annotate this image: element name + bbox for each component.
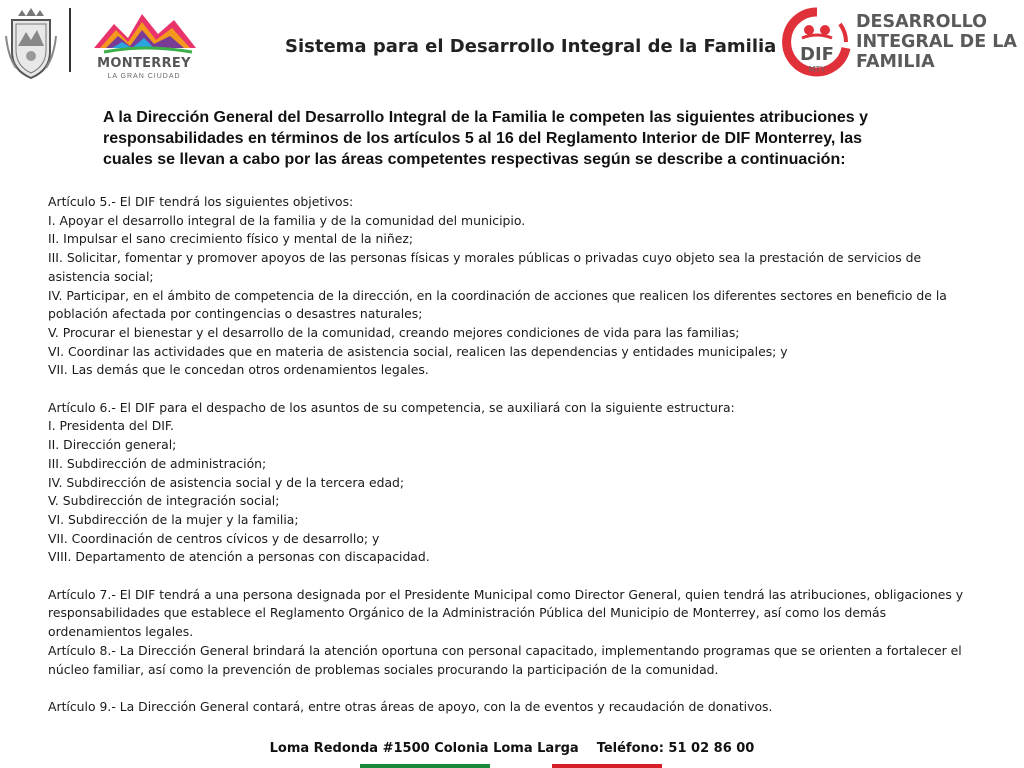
article-line: I. Apoyar el desarrollo integral de la familia y de la comunidad del municipio. [48, 212, 526, 228]
monterrey-logo-name: MONTERREY [97, 56, 191, 71]
paragraph-gap [48, 567, 998, 586]
article-line: IV. Subdirección de asistencia social y de la tercera edad; [48, 474, 405, 490]
article-line: Artículo 8.- La Dirección General brindará la atención oportuna con personal capacitado, implementando programas que se orienten a fortalecer el [48, 642, 962, 658]
dif-wordmark-line: INTEGRAL DE LA [856, 32, 1017, 52]
article-line: VII. Coordinación de centros cívicos y de desarrollo; y [48, 530, 380, 546]
article-line: IV. Participar, en el ámbito de competencia de la dirección, en la coordinación de acciones que realicen los diferentes sectores en beneficio de la [48, 287, 947, 303]
logo-divider [69, 8, 71, 72]
article-line: VIII. Departamento de atención a personas con discapacidad. [48, 549, 430, 565]
page-title: Sistema para el Desarrollo Integral de la Familia [285, 36, 777, 57]
article-line: II. Impulsar el sano crecimiento físico y mental de la niñez; [48, 231, 413, 247]
article-line: Artículo 5.- El DIF tendrá los siguientes objetivos: [48, 194, 354, 209]
article-line: VII. Las demás que le concedan otros ordenamientos legales. [48, 362, 429, 378]
page-footer [0, 741, 1024, 756]
footer-phone: Teléfono: 51 02 86 00 [596, 741, 755, 756]
articles-body [48, 193, 998, 717]
dif-wordmark-line: FAMILIA [856, 52, 935, 72]
article-line: núcleo familiar, así como la prevención de problemas sociales procurando la participación de la comunidad. [48, 661, 719, 677]
dif-wordmark-line: DESARROLLO [856, 12, 988, 32]
article-line: ordenamientos legales. [48, 624, 194, 640]
dif-logo-badge: DIF [800, 44, 834, 65]
article-line: VI. Coordinar las actividades que en materia de asistencia social, realicen las dependencias y entidades municipales; y [48, 343, 788, 359]
article-line: V. Procurar el bienestar y el desarrollo de la comunidad, creando mejores condiciones de vida para las familias; [48, 324, 740, 340]
monterrey-logo-tagline: LA GRAN CIUDAD [107, 73, 181, 80]
article-7-8 [48, 586, 998, 680]
article-9 [48, 698, 998, 717]
article-line: II. Dirección general; [48, 437, 177, 453]
dif-logo [782, 6, 852, 82]
paragraph-gap [48, 380, 998, 399]
intro-line: A la Dirección General del Desarrollo Integral de la Familia le competen las siguientes atribuciones y [103, 109, 868, 126]
dif-logo-wordmark [856, 12, 1017, 72]
article-line: responsabilidades que establece el Reglamento Orgánico de la Administración Pública del Municipio de Monterrey, así como los demás [48, 605, 887, 621]
article-line: VI. Subdirección de la mujer y la familia; [48, 511, 299, 527]
article-line: Artículo 9.- La Dirección General contará, entre otras áreas de apoyo, con la de eventos y recaudación de donativos. [48, 698, 773, 714]
article-line: I. Presidenta del DIF. [48, 418, 174, 434]
footer-green-stripe [360, 764, 490, 768]
dif-logo-sub: MTY [808, 65, 826, 74]
intro-paragraph [103, 107, 938, 170]
intro-line: responsabilidades en términos de los artículos 5 al 16 del Reglamento Interior de DIF Monterrey, las [103, 130, 863, 147]
article-line: III. Solicitar, fomentar y promover apoyos de las personas físicas y morales públicas o privadas cuyo objeto sea la prestación de servicios de [48, 250, 922, 266]
page-header [0, 0, 1024, 92]
article-line: V. Subdirección de integración social; [48, 493, 280, 509]
paragraph-gap [48, 679, 998, 698]
article-line: asistencia social; [48, 268, 154, 284]
intro-line: cuales se llevan a cabo por las áreas competentes respectivas según se describe a continuación: [103, 151, 846, 168]
article-line: Artículo 6.- El DIF para el despacho de los asuntos de su competencia, se auxiliará con la siguiente estructura: [48, 399, 735, 415]
footer-address: Loma Redonda #1500 Colonia Loma Larga [269, 741, 579, 756]
article-line: Artículo 7.- El DIF tendrá a una persona designada por el Presidente Municipal como Director General, quien tendrá las atribuciones, obligaciones y [48, 586, 964, 602]
footer-red-stripe [552, 764, 662, 768]
monterrey-coat-of-arms [4, 6, 58, 82]
article-line: población afectada por contingencias o desastres naturales; [48, 306, 423, 322]
article-line: III. Subdirección de administración; [48, 455, 267, 471]
article-5 [48, 193, 998, 380]
article-6 [48, 399, 998, 567]
